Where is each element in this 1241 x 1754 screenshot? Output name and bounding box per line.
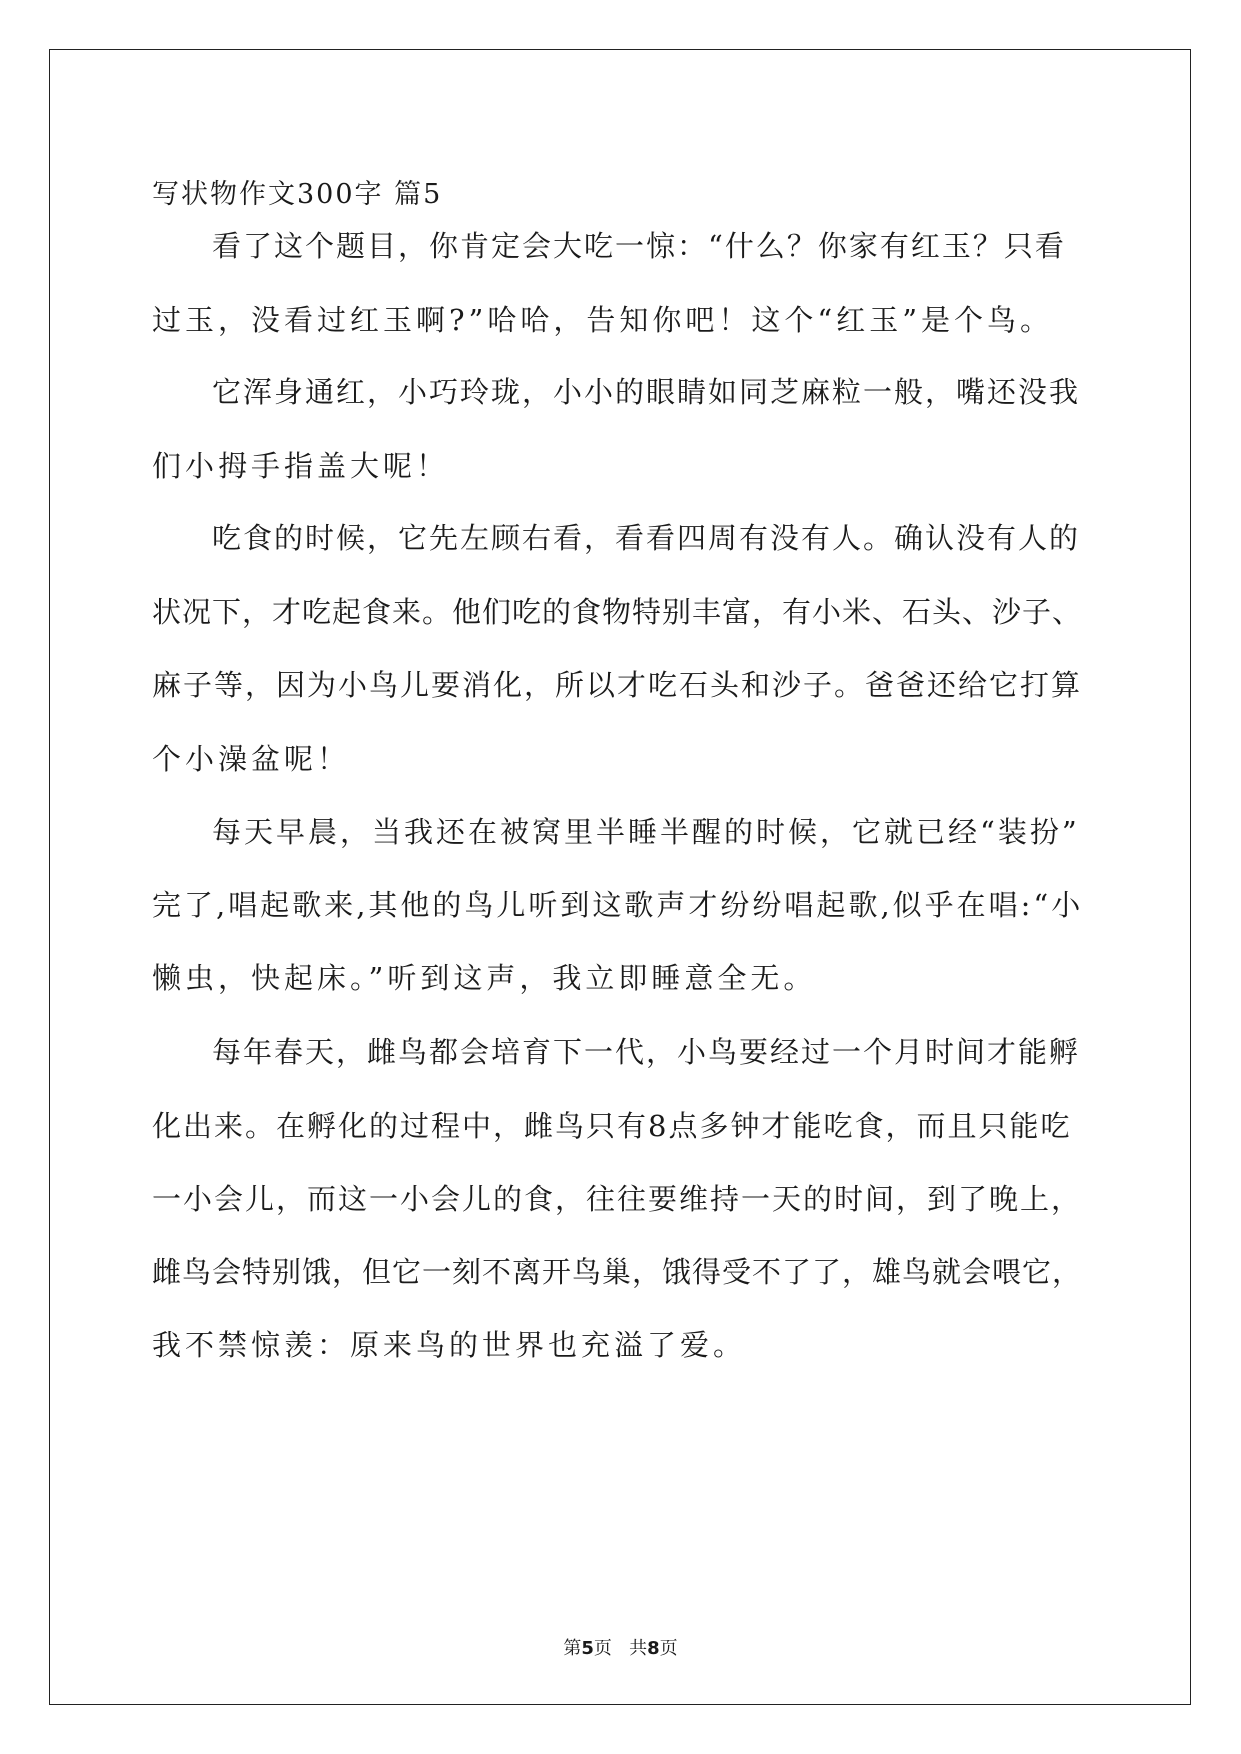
text-line: 化出来。在孵化的过程中，雌鸟只有8点多钟才能吃食，而且只能吃 — [152, 1109, 1072, 1143]
text-line: 状况下，才吃起食来。他们吃的食物特别丰富，有小米、石头、沙子、 — [152, 595, 1083, 629]
text-line: 过玉，没看过红玉啊?”哈哈，告知你吧！这个“红玉”是个鸟。 — [152, 303, 1054, 337]
text-line: 完了,唱起歌来,其他的鸟儿听到这歌声才纷纷唱起歌,似乎在唱:“小 — [152, 888, 1084, 922]
footer-prefix: 第 — [563, 1638, 582, 1659]
text-line: 看了这个题目，你肯定会大吃一惊：“什么？你家有红玉？只看 — [212, 229, 1066, 263]
text-line: 每年春天，雌鸟都会培育下一代，小鸟要经过一个月时间才能孵 — [212, 1035, 1081, 1069]
text-line: 它浑身通红，小巧玲珑，小小的眼睛如同芝麻粒一般，嘴还没我 — [212, 375, 1081, 409]
footer-total-suffix: 页 — [659, 1638, 678, 1659]
page-border — [49, 49, 1191, 1705]
text-line: 我不禁惊羡：原来鸟的世界也充溢了爱。 — [152, 1328, 747, 1362]
text-line: 懒虫，快起床。”听到这声，我立即睡意全无。 — [152, 961, 817, 995]
text-line: 麻子等，因为小鸟儿要消化，所以才吃石头和沙子。爸爸还给它打算 — [152, 668, 1083, 702]
text-line: 每天早晨，当我还在被窝里半睡半醒的时候，它就已经“装扮” — [212, 815, 1080, 849]
total-pages-number: 8 — [647, 1638, 660, 1659]
text-line: 个小澡盆呢！ — [152, 742, 351, 776]
text-line: 们小拇手指盖大呢！ — [152, 449, 450, 483]
page-footer — [0, 1634, 1241, 1660]
footer-total-prefix: 共 — [629, 1638, 648, 1659]
text-line: 一小会儿，而这一小会儿的食，往往要维持一天的时间，到了晚上， — [152, 1182, 1083, 1216]
text-line: 吃食的时候，它先左顾右看，看看四周有没有人。确认没有人的 — [212, 521, 1081, 555]
current-page-number: 5 — [581, 1638, 594, 1659]
text-line: 雌鸟会特别饿，但它一刻不离开鸟巢，饿得受不了了，雄鸟就会喂它， — [152, 1255, 1083, 1289]
document-title: 写状物作文300字 篇5 — [152, 179, 443, 210]
footer-page-suffix: 页 — [593, 1638, 612, 1659]
